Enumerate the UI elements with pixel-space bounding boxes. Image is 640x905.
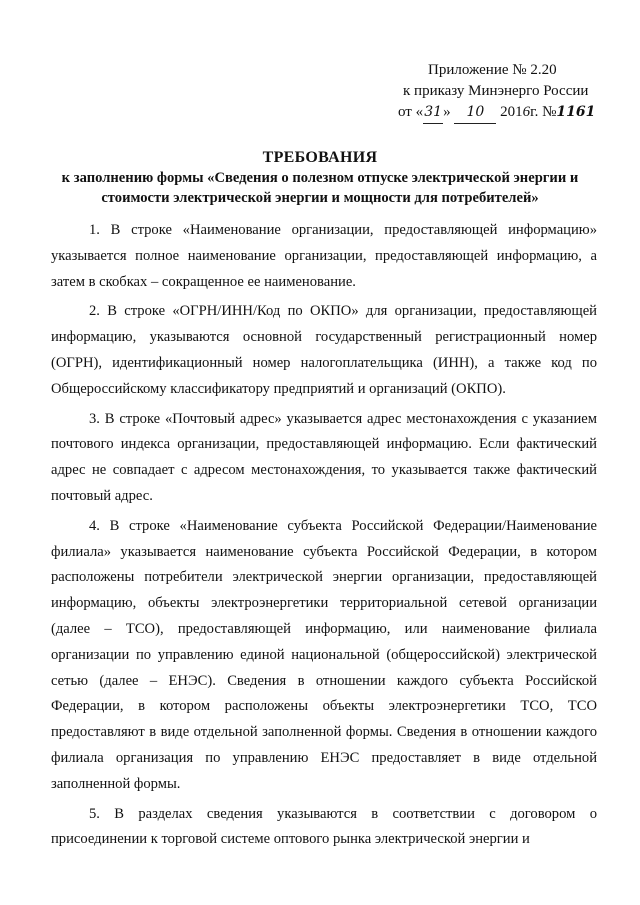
paragraph-2: 2. В строке «ОГРН/ИНН/Код по ОКПО» для организации, предоставляющей информацию, указываются основной государственный регистрационный номер (ОГРН), идентификационный номер налогоплательщика (ИНН), а также код по Общероссийскому классификатору предприятий и организаций (ОКПО).	[51, 303, 597, 397]
order-number-handwritten: 1161	[556, 104, 596, 120]
date-month-handwritten: 10	[454, 102, 496, 124]
paragraph-4: 4. В строке «Наименование субъекта Российской Федерации/Наименование филиала» указывается наименование субъекта Российской Федерации, в котором расположены потребители электрической энергии организации, предоставляющей информацию, объекты электроэнергетики территориальной сетевой организации (далее – ТСО), предоставляющей информацию, или наименование филиала организации по управлению единой национальной (общероссийской) электрической сетью (далее – ЕНЭС). Сведения в отношении каждого субъекта Российской Федерации, в котором расположены объекты электроэнергетики ТСО, ТСО предоставляют в виде отдельной заполненной формы. Сведения в отношении каждого филиала организация по управлению ЕНЭС предоставляет в виде отдельной заполненной формы.	[51, 517, 597, 792]
date-year-prefix: 201	[500, 104, 523, 120]
date-sep: »	[443, 104, 451, 120]
annex-date-line	[398, 102, 628, 124]
date-day-handwritten: 31	[423, 102, 443, 124]
annex-title: Приложение № 2.20	[428, 62, 557, 78]
date-prefix: от «	[398, 104, 424, 120]
date-year-digit-handwritten: 6	[522, 104, 531, 120]
document-title: ТРЕБОВАНИЯ	[262, 149, 378, 166]
annex-order-ref: к приказу Минэнерго России	[403, 83, 589, 99]
document-body	[51, 218, 597, 857]
date-suffix: г. №	[530, 104, 557, 120]
paragraph-3: 3. В строке «Почтовый адрес» указывается адрес местонахождения с указанием почтового индекса организации, предоставляющей информацию. Если фактический адрес не совпадает с адресом местонахождения, то указывается также фактический почтовый адрес.	[51, 410, 597, 504]
document-subtitle: к заполнению формы «Сведения о полезном отпуске электрической энергии и стоимости электрической энергии и мощности для потребителей»	[61, 170, 579, 206]
paragraph-1: 1. В строке «Наименование организации, предоставляющей информацию» указывается полное наименование организации, предоставляющей информацию, а затем в скобках – сокращенное ее наименование.	[51, 222, 597, 290]
paragraph-5: 5. В разделах сведения указываются в соответствии с договором о присоединении к торговой системе оптового рынка электрической энергии и	[51, 805, 597, 848]
annex-block	[398, 60, 628, 124]
